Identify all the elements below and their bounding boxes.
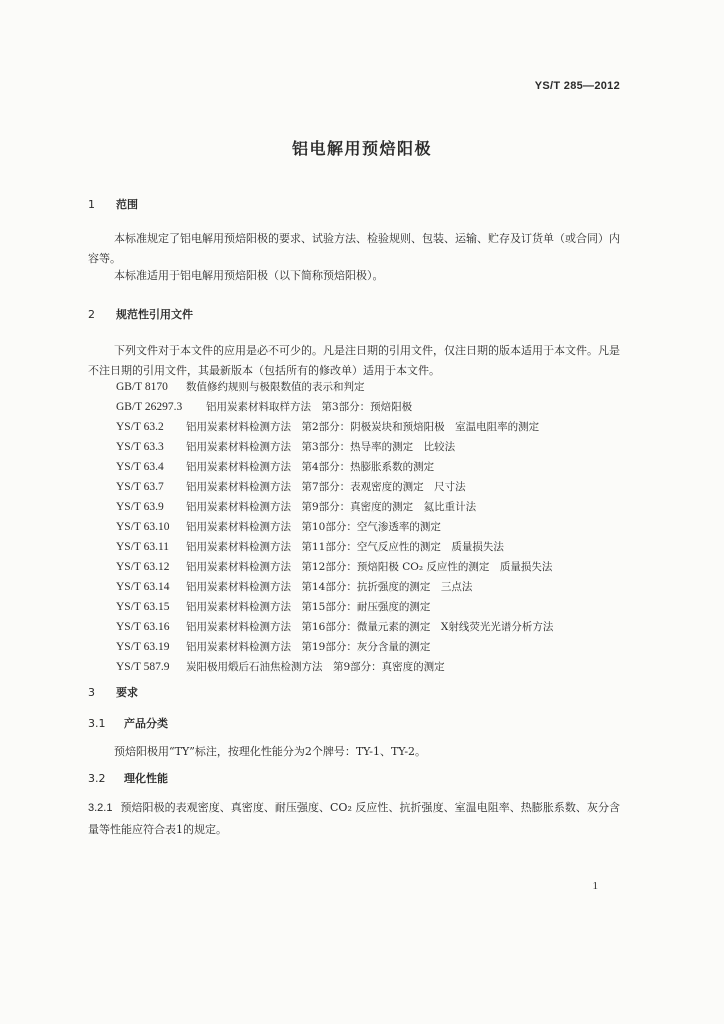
section-title: 范围 <box>116 198 138 211</box>
reference-title: 铝用炭素材料检测方法 第3部分：热导率的测定 比较法 <box>186 441 456 453</box>
page-number: 1 <box>592 880 598 892</box>
reference-title: 铝用炭素材料检测方法 第15部分：耐压强度的测定 <box>186 601 431 613</box>
reference-item <box>116 378 365 396</box>
reference-title: 铝用炭素材料检测方法 第16部分：微量元素的测定 X射线荧光光谱分析方法 <box>186 621 554 633</box>
subsection-3-1-text: 预焙阳极用“TY”标注，按理化性能分为2个牌号：TY-1、TY-2。 <box>114 745 427 758</box>
section-2-intro: 下列文件对于本文件的应用是必不可少的。凡是注日期的引用文件，仅注日期的版本适用于本文件。凡是不注日期的引用文件，其最新版本（包括所有的修改单）适用于本文件。 <box>88 344 620 377</box>
reference-item <box>116 658 445 676</box>
standard-number: YS/T 285—2012 <box>534 80 620 92</box>
clause-3-2-1 <box>88 797 620 840</box>
subsection-title: 产品分类 <box>124 717 168 730</box>
reference-item <box>116 498 476 516</box>
section-number: 1 <box>88 198 95 211</box>
reference-item <box>116 598 430 616</box>
reference-item <box>116 518 441 536</box>
section-1-paragraph-2: 本标准适用于铝电解用预焙阳极（以下简称预焙阳极）。 <box>114 269 384 282</box>
reference-code: GB/T 26297.3 <box>116 401 183 413</box>
reference-code: YS/T 63.7 <box>116 481 164 493</box>
section-2-heading <box>88 306 193 322</box>
reference-code: YS/T 63.15 <box>116 601 170 613</box>
reference-code: YS/T 63.19 <box>116 641 170 653</box>
reference-title: 铝用炭素材料检测方法 第11部分：空气反应性的测定 质量损失法 <box>186 541 504 553</box>
reference-title: 铝用炭素材料检测方法 第19部分：灰分含量的测定 <box>186 641 431 653</box>
reference-title: 铝用炭素材料取样方法 第3部分：预焙阳极 <box>206 401 413 413</box>
reference-title: 铝用炭素材料检测方法 第12部分：预焙阳极 CO₂ 反应性的测定 质量损失法 <box>186 561 553 573</box>
reference-title: 炭阳极用煅后石油焦检测方法 第9部分：真密度的测定 <box>186 661 445 673</box>
reference-item <box>116 538 504 556</box>
reference-title: 铝用炭素材料检测方法 第2部分：阴极炭块和预焙阳极 室温电阻率的测定 <box>186 421 540 433</box>
reference-item <box>116 578 472 596</box>
reference-code: GB/T 8170 <box>116 381 168 393</box>
reference-code: YS/T 63.14 <box>116 581 170 593</box>
subsection-title: 理化性能 <box>124 772 168 785</box>
reference-item <box>116 558 552 576</box>
document-title: 铝电解用预焙阳极 <box>291 139 432 158</box>
reference-code: YS/T 63.2 <box>116 421 164 433</box>
reference-code: YS/T 63.16 <box>116 621 170 633</box>
reference-code: YS/T 63.3 <box>116 441 164 453</box>
clause-number: 3.2.1 <box>88 802 113 814</box>
section-1-paragraph-1: 本标准规定了铝电解用预焙阳极的要求、试验方法、检验规则、包装、运输、贮存及订货单（或合同）内容等。 <box>88 232 620 265</box>
reference-item <box>116 438 455 456</box>
reference-code: YS/T 63.12 <box>116 561 170 573</box>
section-1-heading <box>88 196 138 212</box>
reference-code: YS/T 63.9 <box>116 501 164 513</box>
section-number: 2 <box>88 308 95 321</box>
reference-title: 铝用炭素材料检测方法 第10部分：空气渗透率的测定 <box>186 521 441 533</box>
reference-title: 铝用炭素材料检测方法 第7部分：表观密度的测定 尺寸法 <box>186 481 466 493</box>
clause-text: 预焙阳极的表观密度、真密度、耐压强度、CO₂ 反应性、抗折强度、室温电阻率、热膨胀系数、灰分含量等性能应符合表1的规定。 <box>88 801 620 836</box>
reference-code: YS/T 63.4 <box>116 461 164 473</box>
subsection-3-2-heading <box>88 770 168 786</box>
reference-title: 铝用炭素材料检测方法 第9部分：真密度的测定 氦比重计法 <box>186 501 477 513</box>
section-number: 3 <box>88 686 95 699</box>
section-title: 规范性引用文件 <box>116 308 193 321</box>
reference-code: YS/T 587.9 <box>116 661 170 673</box>
reference-item <box>116 618 553 636</box>
reference-item <box>116 638 430 656</box>
subsection-3-1-heading <box>88 715 168 731</box>
reference-item <box>116 478 466 496</box>
reference-item <box>116 398 412 416</box>
reference-item <box>116 418 539 436</box>
reference-code: YS/T 63.11 <box>116 541 170 553</box>
reference-title: 数值修约规则与极限数值的表示和判定 <box>186 381 365 393</box>
section-title: 要求 <box>116 686 138 699</box>
subsection-number: 3.2 <box>88 772 106 785</box>
reference-title: 铝用炭素材料检测方法 第4部分：热膨胀系数的测定 <box>186 461 435 473</box>
section-3-heading <box>88 684 138 700</box>
reference-title: 铝用炭素材料检测方法 第14部分：抗折强度的测定 三点法 <box>186 581 473 593</box>
reference-item <box>116 458 434 476</box>
reference-code: YS/T 63.10 <box>116 521 170 533</box>
subsection-number: 3.1 <box>88 717 106 730</box>
